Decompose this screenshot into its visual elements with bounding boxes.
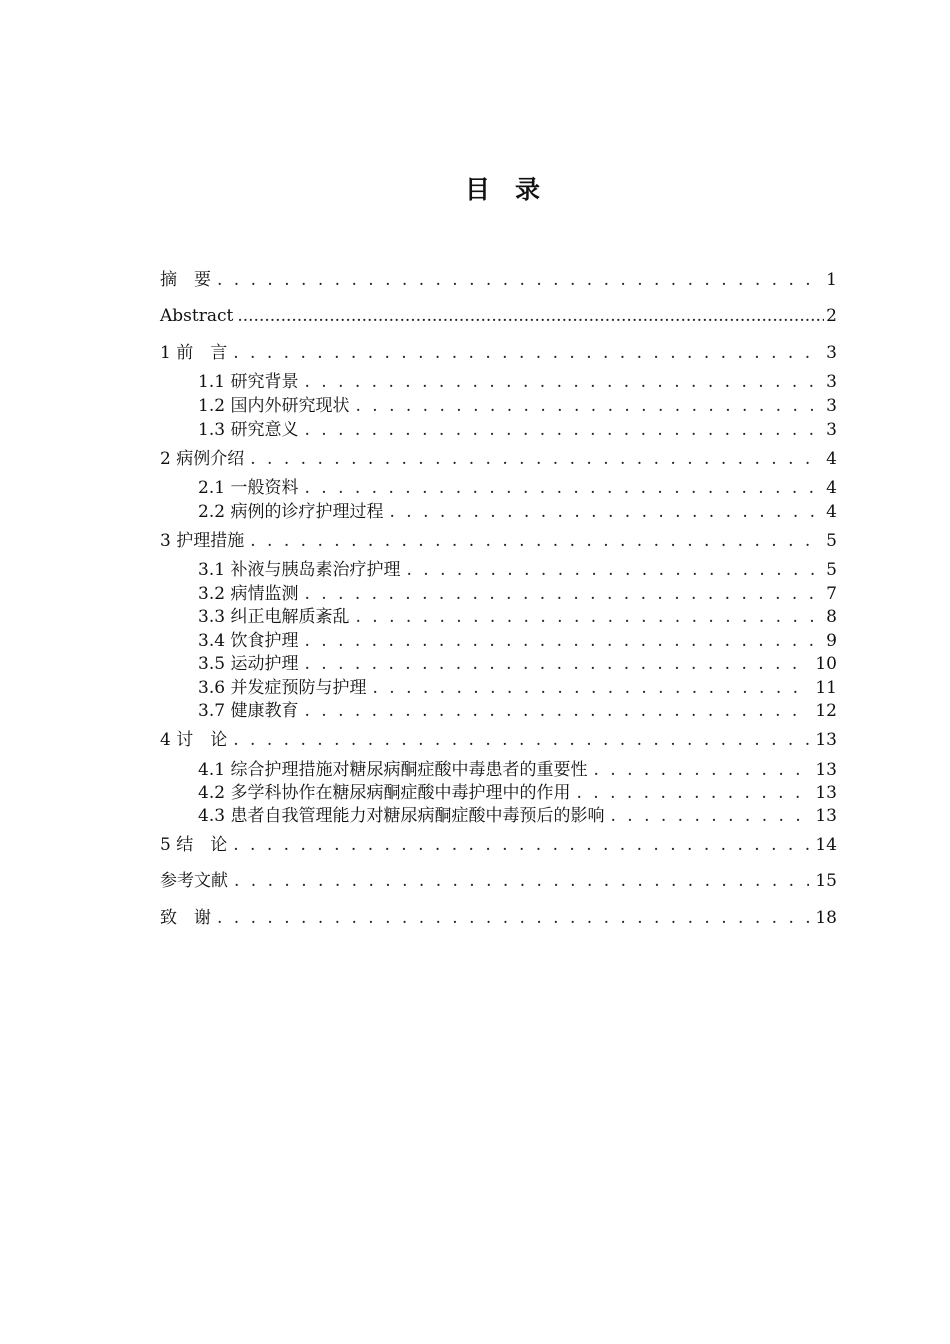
toc-entry-page: 15	[815, 871, 837, 891]
toc-entry-section-1-3[interactable]	[198, 416, 837, 440]
dot-leader	[217, 270, 820, 290]
dot-leader	[610, 806, 809, 826]
dot-leader	[304, 420, 820, 440]
toc-entry-page: 5	[826, 560, 837, 580]
toc-entry-label: 1.2 国内外研究现状	[198, 396, 350, 416]
toc-entry-section-3-7[interactable]	[198, 697, 837, 721]
toc-entry-page: 9	[826, 631, 837, 651]
dot-leader	[355, 396, 820, 416]
dot-leader	[406, 560, 820, 580]
toc-entry-page: 8	[826, 607, 837, 627]
toc-entry-label: 3.6 并发症预防与护理	[198, 678, 367, 698]
toc-entry-section-3-3[interactable]	[198, 603, 837, 627]
toc-entry-chapter-1[interactable]	[160, 339, 837, 363]
toc-entry-chapter-5[interactable]	[160, 831, 837, 855]
toc-entry-label: 3.1 补液与胰岛素治疗护理	[198, 560, 401, 580]
toc-entry-label: 3.7 健康教育	[198, 701, 299, 721]
toc-entry-label: 1.3 研究意义	[198, 420, 299, 440]
toc-entry-label: 5 结 论	[160, 835, 228, 855]
toc-entry-label: 3.4 饮食护理	[198, 631, 299, 651]
toc-entry-page: 13	[815, 783, 837, 803]
dot-leader	[233, 730, 809, 750]
dot-leader	[304, 372, 820, 392]
toc-entry-section-4-1[interactable]	[198, 756, 837, 780]
toc-entry-label: 2 病例介绍	[160, 449, 245, 469]
toc-entry-chapter-4[interactable]	[160, 726, 837, 750]
toc-entry-page: 4	[826, 449, 837, 469]
dot-leader	[355, 607, 820, 627]
toc-entry-section-3-2[interactable]	[198, 580, 837, 604]
toc-entry-page: 4	[826, 502, 837, 522]
dot-leader	[576, 783, 809, 803]
toc-entry-references[interactable]	[160, 867, 837, 891]
toc-entry-page: 1	[826, 270, 837, 290]
dot-leader	[217, 908, 809, 928]
dot-leader	[304, 654, 809, 674]
toc-entry-section-3-4[interactable]	[198, 627, 837, 651]
toc-entry-page: 14	[815, 835, 837, 855]
dot-leader	[237, 306, 824, 326]
toc-entry-label: 3.5 运动护理	[198, 654, 299, 674]
page-title: 目 录	[464, 175, 540, 204]
toc-entry-label: 1 前 言	[160, 343, 228, 363]
toc-entry-section-2-1[interactable]	[198, 474, 837, 498]
toc-entry-label: 4.3 患者自我管理能力对糖尿病酮症酸中毒预后的影响	[198, 806, 605, 826]
dot-leader	[250, 531, 820, 551]
toc-entry-label: 3 护理措施	[160, 531, 245, 551]
toc-entry-section-2-2[interactable]	[198, 498, 837, 522]
toc-entry-page: 11	[815, 678, 837, 698]
toc-entry-label: 3.3 纠正电解质紊乱	[198, 607, 350, 627]
toc-entry-label: 参考文献	[160, 871, 228, 891]
toc-entry-page: 13	[815, 806, 837, 826]
dot-leader	[304, 478, 820, 498]
toc-entry-page: 7	[826, 584, 837, 604]
dot-leader	[233, 835, 809, 855]
toc-entry-section-1-1[interactable]	[198, 368, 837, 392]
toc-entry-label: 1.1 研究背景	[198, 372, 299, 392]
dot-leader	[593, 760, 809, 780]
toc-entry-page: 3	[826, 372, 837, 392]
toc-entry-page: 2	[826, 306, 837, 326]
toc-entry-section-3-6[interactable]	[198, 674, 837, 698]
toc-entry-section-3-5[interactable]	[198, 650, 837, 674]
dot-leader	[233, 343, 820, 363]
toc-entry-label: 2.1 一般资料	[198, 478, 299, 498]
dot-leader	[304, 584, 820, 604]
toc-entry-label: 4.2 多学科协作在糖尿病酮症酸中毒护理中的作用	[198, 783, 571, 803]
toc-entry-label: 4.1 综合护理措施对糖尿病酮症酸中毒患者的重要性	[198, 760, 588, 780]
dot-leader	[389, 502, 820, 522]
toc-entry-page: 3	[826, 420, 837, 440]
toc-entry-page: 18	[815, 908, 837, 928]
toc-entry-label: 2.2 病例的诊疗护理过程	[198, 502, 384, 522]
dot-leader	[372, 678, 809, 698]
toc-entry-label: 致 谢	[160, 908, 211, 928]
toc-entry-page: 4	[826, 478, 837, 498]
toc-entry-page: 12	[815, 701, 837, 721]
dot-leader	[234, 871, 809, 891]
dot-leader	[250, 449, 820, 469]
toc-entry-section-4-3[interactable]	[198, 802, 837, 826]
dot-leader	[304, 631, 820, 651]
toc-entry-abstract-cn[interactable]	[160, 266, 837, 290]
toc-entry-section-1-2[interactable]	[198, 392, 837, 416]
toc-entry-page: 10	[815, 654, 837, 674]
toc-entry-abstract-en[interactable]	[160, 302, 837, 326]
toc-entry-label: Abstract	[160, 306, 234, 326]
toc-entry-page: 13	[815, 730, 837, 750]
toc-entry-section-4-2[interactable]	[198, 779, 837, 803]
toc-entry-chapter-3[interactable]	[160, 527, 837, 551]
dot-leader	[304, 701, 809, 721]
toc-entry-page: 13	[815, 760, 837, 780]
toc-entry-chapter-2[interactable]	[160, 445, 837, 469]
toc-entry-section-3-1[interactable]	[198, 556, 837, 580]
toc-entry-page: 3	[826, 396, 837, 416]
toc-entry-label: 3.2 病情监测	[198, 584, 299, 604]
toc-entry-page: 5	[826, 531, 837, 551]
toc-entry-label: 4 讨 论	[160, 730, 228, 750]
toc-entry-acknowledgements[interactable]	[160, 904, 837, 928]
toc-entry-page: 3	[826, 343, 837, 363]
toc-entry-label: 摘 要	[160, 270, 211, 290]
